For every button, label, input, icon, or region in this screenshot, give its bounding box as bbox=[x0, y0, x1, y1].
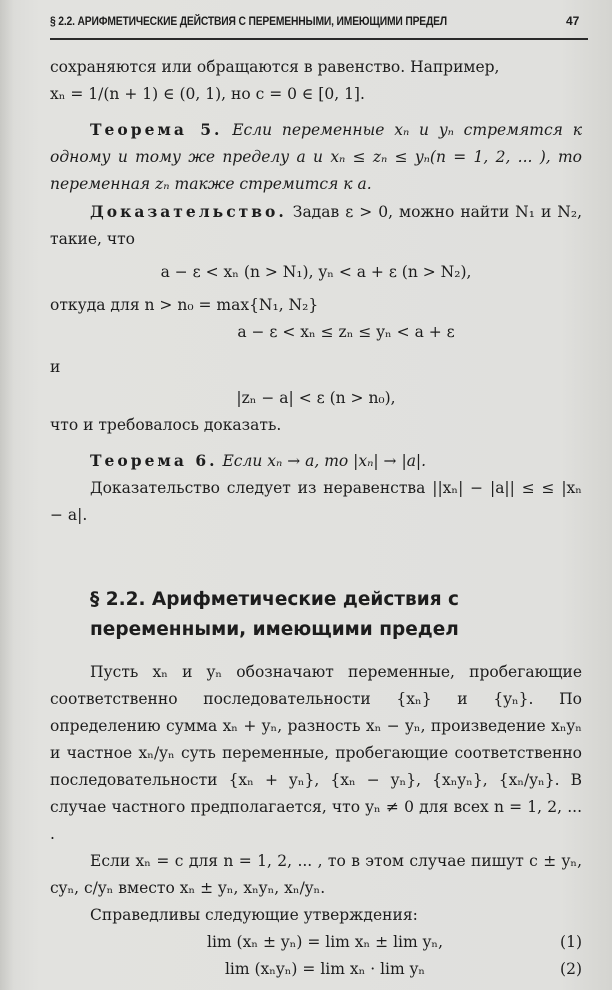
text-line: сохраняются или обращаются в равенство. Например, bbox=[50, 58, 500, 76]
header-rule bbox=[50, 38, 588, 40]
formula: a − ε < xₙ (n > N₁), yₙ < a + ε (n > N₂), bbox=[160, 263, 472, 281]
proof-label: Доказательство. bbox=[90, 202, 287, 221]
theorem-label: Теорема 5. bbox=[90, 120, 223, 139]
running-title: § 2.2. АРИФМЕТИЧЕСКИЕ ДЕЙСТВИЯ С ПЕРЕМЕННЫМИ, ИМЕЮЩИМИ ПРЕДЕЛ bbox=[50, 14, 447, 28]
body-text bbox=[50, 54, 582, 983]
text-line: и bbox=[50, 358, 61, 376]
equation: lim (xₙyₙ) = lim xₙ · lim yₙ bbox=[224, 960, 426, 978]
theorem-6 bbox=[50, 447, 582, 475]
text-line: Доказательство следует из неравенства ||xₙ| − |a|| ≤ ≤ |xₙ − a|. bbox=[50, 479, 582, 524]
theorem-label: Теорема 6. bbox=[90, 451, 218, 470]
running-header bbox=[50, 14, 513, 28]
equation-1 bbox=[50, 929, 582, 956]
equation-number: (2) bbox=[560, 960, 582, 978]
page-number: 47 bbox=[566, 14, 580, 28]
proof bbox=[50, 198, 582, 253]
equation: lim (xₙ ± yₙ) = lim xₙ ± lim yₙ, bbox=[207, 933, 443, 951]
proof-text: Задав ε > 0, можно найти N₁ и N₂, такие, что bbox=[50, 203, 582, 248]
text-line: что и требовалось доказать. bbox=[50, 416, 282, 434]
paragraph: Справедливы следующие утверждения: bbox=[90, 906, 418, 924]
text-line: xₙ = 1/(n + 1) ∈ (0, 1), но c = 0 ∈ [0, 1]. bbox=[50, 85, 365, 103]
paragraph: Пусть xₙ и yₙ обозначают переменные, пробегающие соответственно последовательности {xₙ} и {yₙ}. По определению сумма xₙ + yₙ, разность xₙ − yₙ, произведение xₙyₙ и частное xₙ/yₙ суть переменные, пробегающие соответственно последовательности {xₙ + yₙ}, {xₙ − yₙ}, {xₙyₙ}, {xₙ/yₙ}. В случае частного предполагается, что yₙ ≠ 0 для всех n = 1, 2, ... . bbox=[50, 663, 582, 843]
formula: |zₙ − a| < ε (n > n₀), bbox=[236, 389, 396, 407]
text-line: откуда для n > n₀ = max{N₁, N₂} bbox=[50, 296, 319, 314]
paragraph: Если xₙ = c для n = 1, 2, ... , то в этом случае пишут c ± yₙ, cyₙ, c/yₙ вместо xₙ ± yₙ, xₙyₙ, xₙ/yₙ. bbox=[50, 852, 582, 897]
theorem-text: Если переменные xₙ и yₙ стремятся к одному и тому же пределу a и xₙ ≤ zₙ ≤ yₙ(n = 1, 2, ... ), то переменная zₙ также стремится к a. bbox=[50, 121, 582, 193]
equation-2 bbox=[50, 956, 582, 983]
section-heading: § 2.2. Арифметические действия с переменными, имеющими предел bbox=[90, 589, 459, 640]
formula: a − ε < xₙ ≤ zₙ ≤ yₙ < a + ε bbox=[237, 323, 455, 341]
theorem-5 bbox=[50, 116, 582, 198]
theorem-text: Если xₙ → a, то |xₙ| → |a|. bbox=[222, 452, 427, 470]
equation-number: (1) bbox=[560, 933, 582, 951]
